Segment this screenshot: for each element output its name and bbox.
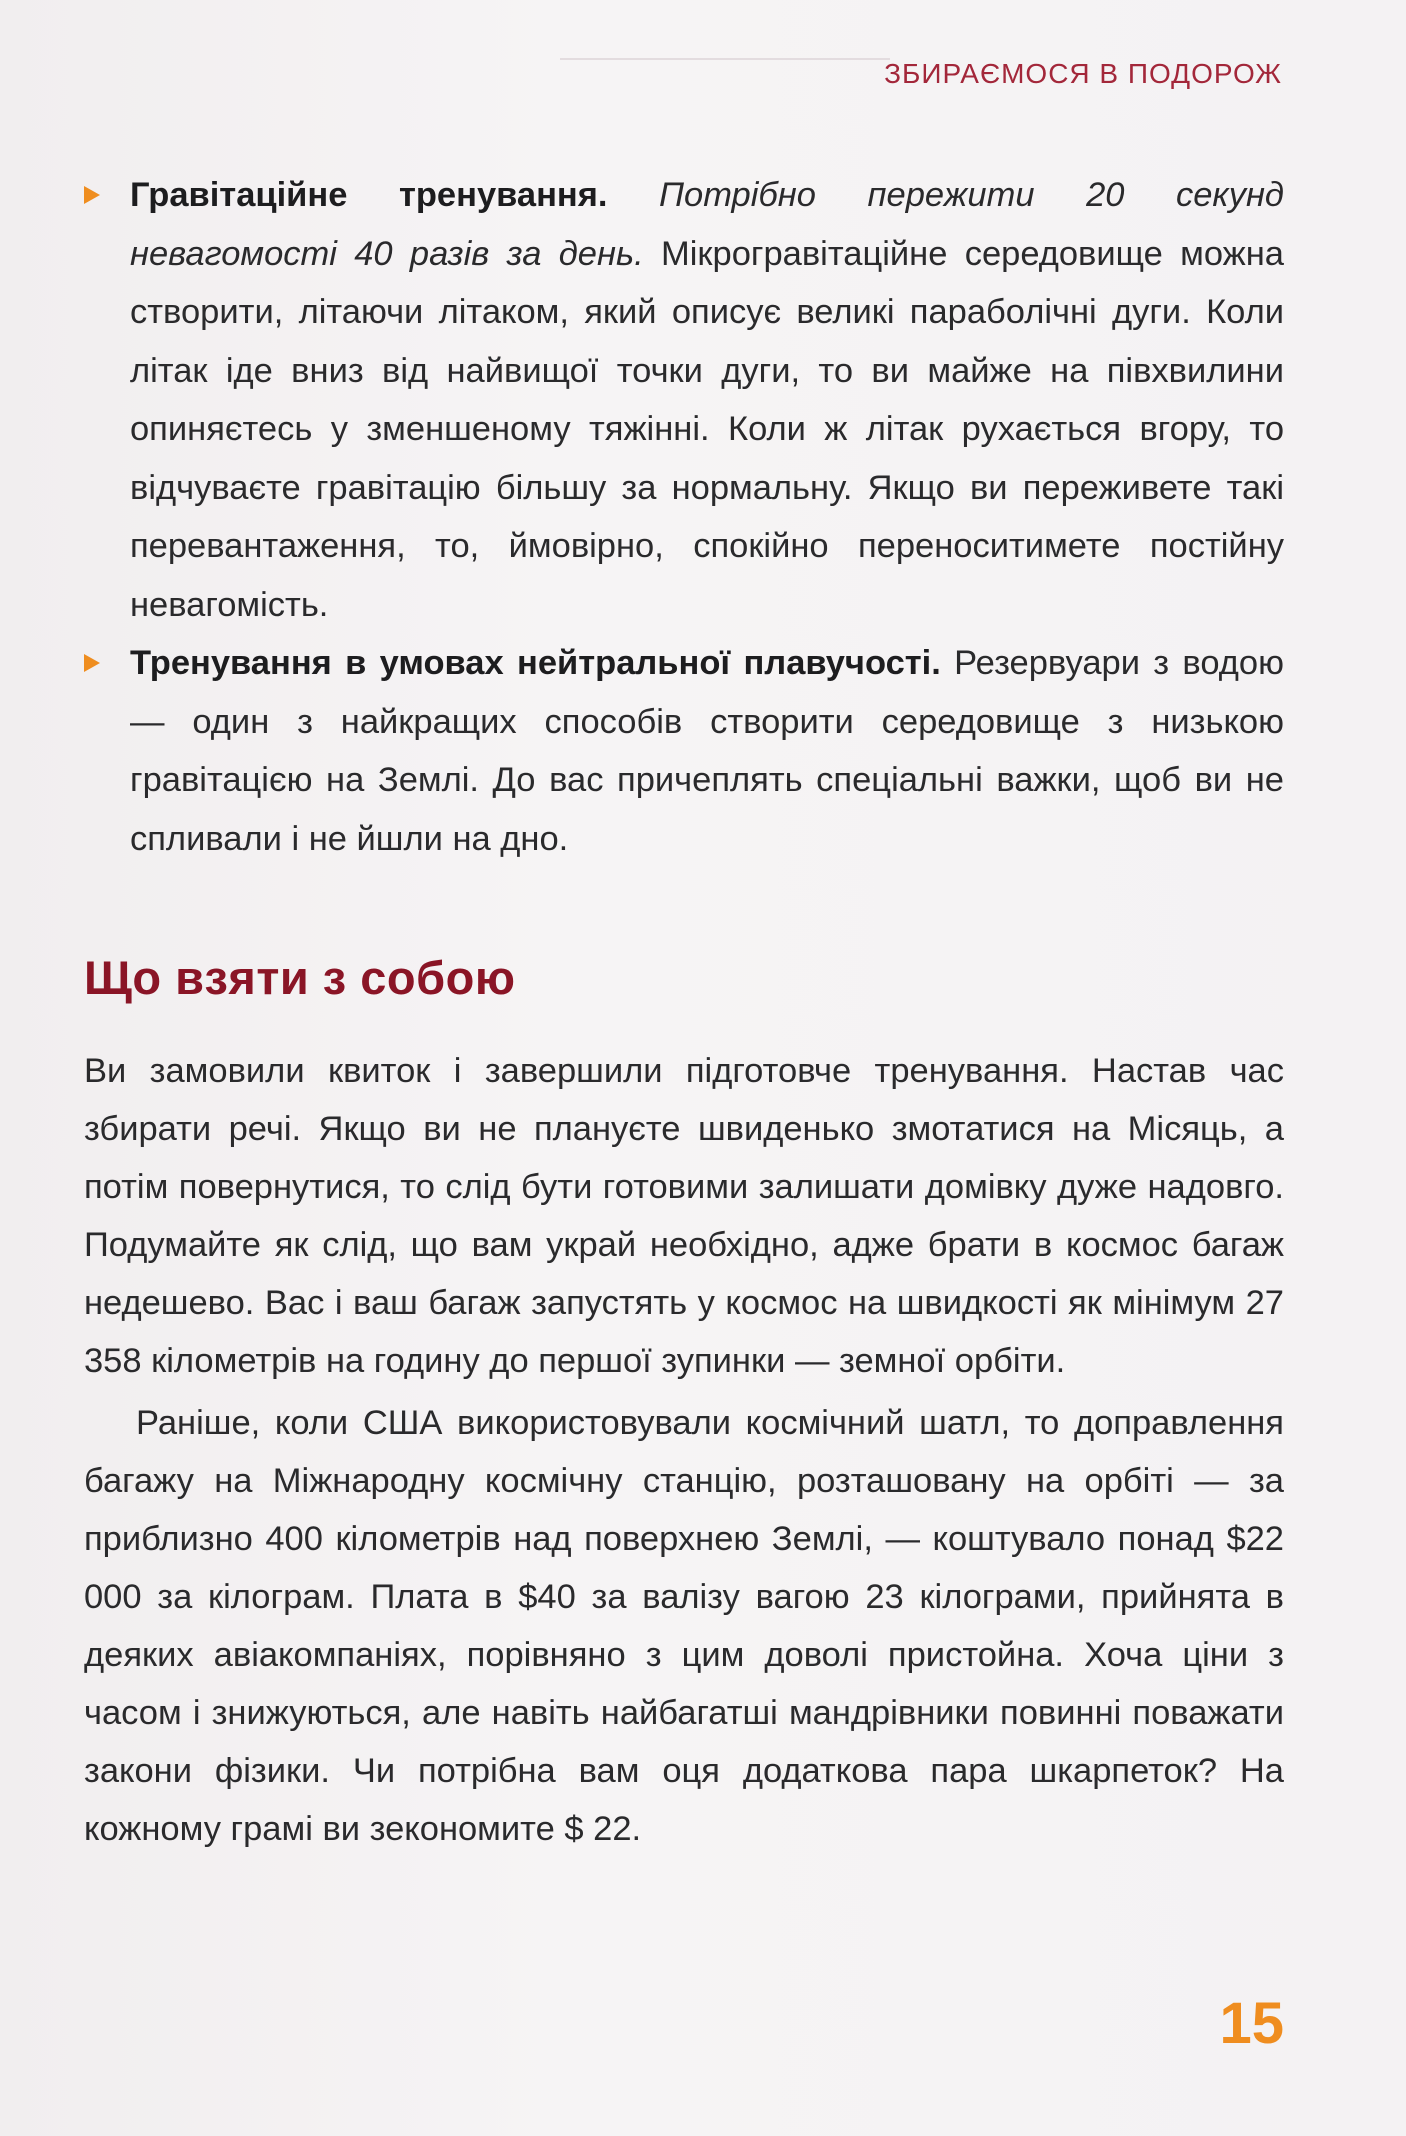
page-content [84, 166, 1284, 1858]
triangle-bullet-icon [84, 654, 100, 672]
running-head: ЗБИРАЄМОСЯ В ПОДОРОЖ [884, 58, 1282, 89]
body-paragraph: Ви замовили квиток і завершили підготовче тренування. Настав час збирати речі. Якщо ви не плануєте швиденько змотатися на Місяць, а потім повернутися, то слід бути готовими залишати домівку дуже надовго. Подумайте як слід, що вам украй необхідно, адже брати в космос багаж недешево. Вас і ваш багаж запустять у космос на швидкості як мінімум 27 358 кілометрів на годину до першої зупинки — земної орбіти. [84, 1052, 1284, 1380]
bullet-title: Гравітаційне тренування. [130, 176, 608, 214]
triangle-bullet-icon [84, 186, 100, 204]
bullet-title: Тренування в умовах нейтральної плавучості. [130, 644, 941, 682]
bullet-buoyancy-training [84, 634, 1284, 868]
bullet-gravity-training [84, 166, 1284, 634]
bullet-text: Резервуари з водою — один з найкращих способів створити середовище з низькою гравітацією на Землі. До вас причеплять спеціальні важки, щоб ви не спливали і не йшли на дно. [130, 644, 1284, 858]
header-rule [560, 58, 890, 60]
body-paragraph: Раніше, коли США використовували космічний шатл, то доправлення багажу на Міжнародну космічну станцію, розташовану на орбіті — за приблизно 400 кілометрів над поверхнею Землі, — коштувало понад $22 000 за кілограм. Плата в $40 за валізу вагою 23 кілограми, прийнята в деяких авіакомпаніях, порівняно з цим доволі пристойна. Хоча ціни з часом і знижуються, але навіть найбагатші мандрівники повинні поважати закони фізики. Чи потрібна вам оця додаткова пара шкарпеток? На кожному грамі ви зекономите $ 22. [84, 1404, 1284, 1848]
page-number: 15 [1219, 1991, 1284, 2056]
section-heading: Що взяти з собою [84, 951, 516, 1004]
bullet-italic-text: Потрібно пережити 20 секунд невагомості 40 разів за день. [130, 176, 1285, 273]
bullet-text: Мікрогравітаційне середовище можна створити, літаючи літаком, який описує великі параболічні дуги. Коли літак іде вниз від найвищої точки дуги, то ви майже на півхвилини опиняєтесь у зменшеному тяжінні. Коли ж літак рухається вгору, то відчуваєте гравітацію більшу за нормальну. Якщо ви переживете такі перевантаження, то, ймовірно, спокійно переноситимете постійну невагомість. [130, 234, 1284, 624]
